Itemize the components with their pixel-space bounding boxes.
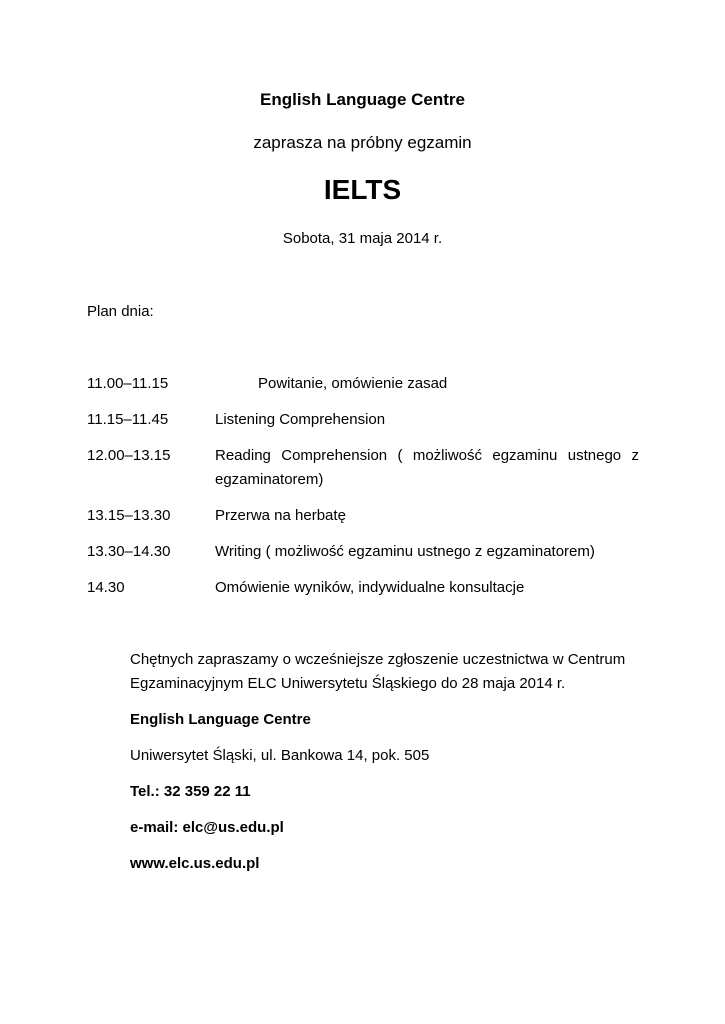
schedule-activity: Writing ( możliwość egzaminu ustnego z egzaminatorem)	[215, 543, 595, 560]
schedule-activity: Listening Comprehension	[215, 411, 386, 428]
organization-title: English Language Centre	[260, 90, 465, 109]
schedule-activity: Powitanie, omówienie zasad	[258, 375, 448, 392]
schedule-time: 11.00–11.15	[87, 375, 169, 392]
invitation-text: zaprasza na próbny egzamin	[253, 133, 472, 152]
schedule-time: 13.15–13.30	[87, 507, 171, 524]
footer-website: www.elc.us.edu.pl	[130, 855, 260, 872]
footer-address: Uniwersytet Śląski, ul. Bankowa 14, pok. 505	[130, 747, 430, 764]
schedule-activity: Przerwa na herbatę	[215, 507, 346, 524]
registration-note: Chętnych zapraszamy o wcześniejsze zgłoszenie uczestnictwa w Centrum Egzaminacyjnym ELC Uniwersytetu Śląskiego do 28 maja 2014 r.	[130, 651, 626, 692]
schedule-time: 13.30–14.30	[87, 543, 171, 560]
footer-phone: Tel.: 32 359 22 11	[130, 783, 251, 800]
schedule-activity: Omówienie wyników, indywidualne konsultacje	[215, 579, 525, 596]
schedule-time: 11.15–11.45	[87, 411, 169, 428]
footer-organization: English Language Centre	[130, 711, 311, 728]
schedule-activity: Reading Comprehension ( możliwość egzaminu ustnego z egzaminatorem)	[215, 447, 639, 488]
footer-email: e-mail: elc@us.edu.pl	[130, 819, 284, 836]
exam-date: Sobota, 31 maja 2014 r.	[282, 230, 443, 247]
plan-label: Plan dnia:	[87, 303, 154, 320]
exam-title: IELTS	[323, 174, 402, 205]
schedule-time: 14.30	[87, 579, 125, 596]
schedule-time: 12.00–13.15	[87, 447, 171, 464]
